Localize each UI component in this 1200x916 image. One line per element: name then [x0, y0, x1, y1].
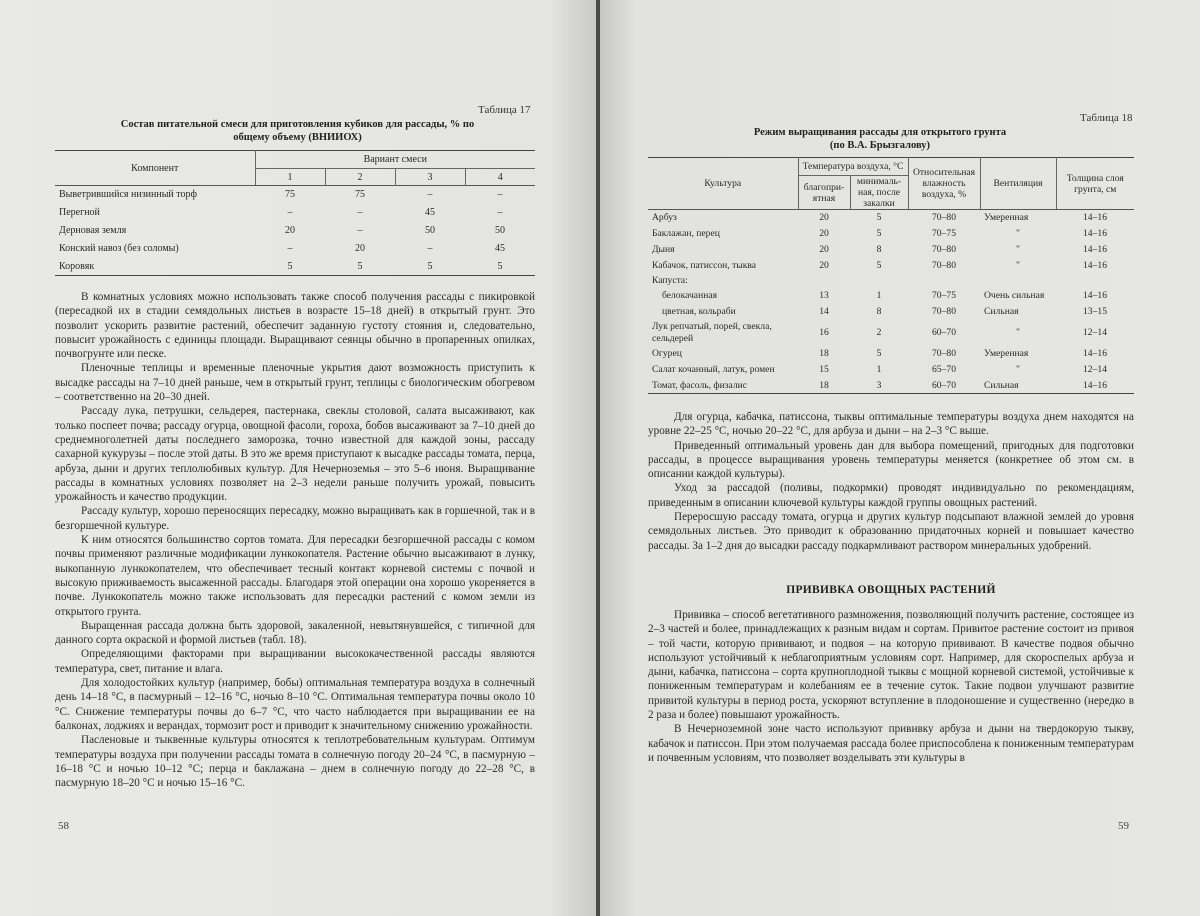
table-cell: 65–70: [932, 364, 956, 375]
table-row: [648, 258, 1134, 274]
paragraph: Пасленовые и тыквенные культуры относятся к теплотребовательным культурам. Оптимум температуры воздуха при получении рассады томата в солнечную погоду 20–24 °С, в пасмурную – 16–18 °С и ночью 10–12 °С; перца и баклажана – днем в солнечную погоду до 22–28 °С, в пасмурную 18–20 °С и ночью 15–16 °С.: [55, 734, 535, 790]
table-cell: –: [427, 189, 433, 201]
table-cell: 20: [819, 260, 829, 271]
table-row: [648, 378, 1134, 394]
table-cell: Дыня: [652, 244, 675, 255]
paragraph: Уход за рассадой (поливы, подкормки) проводят индивидуально по рекомендациям, приведенным в описании ключевой культуры каждой группы овощных растений.: [648, 482, 1134, 509]
table-cell: –: [357, 207, 363, 218]
table-cell: 8: [876, 244, 882, 255]
table-cell: 2: [876, 327, 882, 338]
table-cell: Сильная: [984, 379, 1019, 391]
table-cell: 16: [819, 327, 829, 338]
table-cell: Арбуз: [652, 212, 677, 224]
section-heading: ПРИВИВКА ОВОЩНЫХ РАСТЕНИЙ: [786, 584, 996, 596]
table-18-culture-header: Культура: [648, 158, 798, 210]
table-cell: 5: [876, 228, 882, 239]
table-row: [55, 240, 535, 258]
table-row: [648, 210, 1134, 226]
table-cell: ": [1016, 364, 1020, 375]
table-row: [55, 204, 535, 222]
paragraph: В комнатных условиях можно использовать также способ получения рассады с пикировкой (пересадкой их в стадии семядольных листьев в возрасте 15–18 дней) в открытый грунт. Это позволит ускорить развитие растений, обеспечит заданную густоту стояния и, следовательно, повысит урожайность с единицы площади. Выращивают сеянцы обычно в пропаренных опилках, почвогрунте или песке.: [55, 291, 535, 361]
table-cell: 45: [495, 243, 505, 254]
table-cell: 75: [355, 189, 365, 201]
table-17-component-header: Компонент: [55, 151, 255, 186]
table-row: [55, 222, 535, 240]
table-cell: –: [497, 207, 503, 218]
table-cell: 5: [427, 260, 433, 272]
table-18-number: Таблица 18: [1080, 112, 1133, 124]
table-17-title: Состав питательной смеси для приготовления кубиков для рассады, % по общему объему (ВНИИОХ): [120, 119, 475, 143]
paragraph: Для холодостойких культур (например, бобы) оптимальная температура воздуха в солнечный день 14–18 °С, в пасмурный – 12–16 °С, ночью 8–10 °С. Оптимальная температура почвы около 10 °С. Снижение температуры почвы до 6–7 °С, что часто наблюдается при выращивании ее на балконах, лоджиях и верандах, тормозит рост и приводит к значительному снижению урожайности.: [55, 677, 535, 732]
table-cell: ": [1016, 228, 1020, 239]
paragraph: Определяющими факторами при выращивании высококачественной рассады являются температура, свет, питание и влага.: [55, 648, 535, 675]
table-cell: Очень сильная: [984, 290, 1045, 301]
table-cell: 5: [497, 260, 503, 272]
table-cell: Сильная: [984, 306, 1019, 317]
table-row: [648, 346, 1134, 362]
table-cell: 13: [819, 290, 829, 301]
table-cell: Томат, фасоль, физалис: [652, 379, 748, 391]
table-18-soil-header: Толщина слоя грунта, см: [1056, 158, 1134, 210]
table-cell: Умеренная: [984, 348, 1029, 359]
table-cell: –: [427, 243, 433, 254]
right-body-text-2: [648, 608, 1134, 765]
table-row: [648, 274, 1134, 288]
table-cell: Коровяк: [59, 260, 95, 272]
table-18-ventilation-header: Вентиляция: [980, 158, 1056, 210]
table-cell: 70–75: [932, 290, 956, 301]
table-cell: 1: [876, 364, 882, 375]
table-cell: 70–80: [932, 212, 956, 224]
table-cell: 14–16: [1083, 212, 1107, 224]
table-cell: 60–70: [932, 379, 956, 391]
left-page: [0, 0, 597, 916]
paragraph: Пленочные теплицы и временные пленочные укрытия дают возможность приступить к высадке рассады на 7–10 дней раньше, чем в открытый грунт, теплицы с биологическим обогревом – соответственно на 20–30 дней.: [55, 362, 535, 404]
table-18-temp-header: Температура воздуха, °С: [798, 158, 908, 176]
table-18-title: [700, 126, 1060, 152]
table-cell: 8: [876, 306, 882, 317]
table-cell: 15: [819, 364, 829, 375]
table-cell: 20: [819, 228, 829, 239]
table-cell: Перегной: [59, 207, 100, 218]
table-cell: 18: [819, 348, 829, 359]
table-cell: 5: [876, 260, 882, 271]
table-cell: 70–80: [932, 260, 956, 271]
paragraph: Переросшую рассаду томата, огурца и других культур подсыпают влажной землей до уровня семядольных листьев. Это приводит к образованию придаточных корней и повышает качество рассады. За 1–2 дня до высадки рассаду подкармливают раствором минеральных удобрений.: [648, 511, 1134, 552]
table-row: [648, 226, 1134, 242]
table-cell: Капуста:: [652, 275, 688, 286]
right-body-text-1: [648, 410, 1134, 553]
table-cell: 12–14: [1083, 364, 1107, 375]
table-17-variant-1: 1: [255, 169, 325, 186]
table-cell: 20: [819, 212, 829, 224]
table-cell: 70–80: [932, 306, 956, 317]
paragraph: Рассаду культур, хорошо переносящих пересадку, можно выращивать как в горшечной, так и в безгоршечной культуре.: [55, 505, 535, 532]
table-17-number: Таблица 17: [478, 104, 531, 116]
table-cell: 5: [357, 260, 363, 272]
table-cell: Баклажан, перец: [652, 228, 720, 239]
paragraph: Приведенный оптимальный уровень дан для выбора помещений, пригодных для подготовки рассады, в процессе выращивания уровень температуры меняется (конкретнее об этом см. в описании каждой культуры).: [648, 439, 1134, 481]
table-cell: 12–14: [1083, 327, 1107, 338]
table-cell: Лук репчатый, порей, свекла, сельдерей: [652, 320, 772, 344]
table-cell: 50: [495, 225, 505, 236]
table-cell: Дерновая земля: [59, 225, 127, 236]
table-cell: Конский навоз (без соломы): [59, 243, 179, 254]
table-row: [648, 242, 1134, 258]
table-18-temp-min-header: минималь-ная, после закалки: [850, 176, 908, 210]
table-cell: –: [287, 207, 293, 218]
table-cell: 14–16: [1083, 228, 1107, 239]
table-row: [55, 186, 535, 204]
paragraph: Для огурца, кабачка, патиссона, тыквы оптимальные температуры воздуха днем находятся на уровне 22–25 °С, ночью 20–22 °С, для арбуза и дыни – на 2–3 °С выше.: [648, 411, 1134, 438]
table-cell: Умеренная: [984, 212, 1029, 224]
table-cell: 20: [355, 243, 365, 254]
paragraph: К ним относятся большинство сортов томата. Для пересадки безгоршечной рассады с комом почвы применяют различные модификации лункокопателя. Растение обычно высаживают в лунку, выкопанную лункокопателем, что обеспечивает тесный контакт корневой системы с почвой и высокую приживаемость высаженной рассады. Благодаря этой операции она хорошо укореняется в почве. Лункокопатель можно также использовать для пересадки растений с комом земли из открытого грунта.: [55, 534, 535, 618]
table-18-title-line1: Режим выращивания рассады для открытого грунта: [753, 127, 1007, 138]
table-cell: 14–16: [1083, 244, 1107, 255]
table-row: [648, 362, 1134, 378]
table-18-title-line2: (по В.А. Брызгалову): [829, 140, 931, 151]
table-cell: Кабачок, патиссон, тыква: [652, 260, 757, 271]
table-cell: 5: [876, 212, 882, 224]
table-row: [648, 288, 1134, 304]
table-cell: 3: [876, 379, 882, 391]
table-cell: 14–16: [1083, 379, 1107, 391]
table-row: [648, 304, 1134, 320]
table-cell: ": [1016, 260, 1020, 271]
table-cell: –: [497, 189, 503, 201]
table-row: [55, 258, 535, 276]
table-cell: Огурец: [652, 348, 682, 359]
table-cell: 14–16: [1083, 290, 1107, 301]
left-body-text: [55, 290, 535, 790]
table-cell: 18: [819, 379, 829, 391]
page-number: 59: [1118, 820, 1129, 832]
paragraph: В Нечерноземной зоне часто используют прививку арбуза и дыни на твердокорую тыкву, кабачок и патиссон. При этом получаемая рассада более приспособлена к пониженным температурам и почвенным условиям, что позволяет возделывать эти культуры в: [648, 723, 1134, 764]
table-cell: ": [1016, 244, 1020, 255]
table-17-variant-3: 3: [395, 169, 465, 186]
table-17: [55, 150, 535, 276]
table-cell: 60–70: [932, 327, 956, 338]
table-cell: 20: [819, 244, 829, 255]
table-cell: Салат кочанный, латук, ромен: [652, 364, 775, 375]
table-cell: 5: [287, 260, 293, 272]
table-cell: цветная, кольраби: [662, 306, 736, 317]
table-cell: 70–80: [932, 244, 956, 255]
table-cell: –: [287, 243, 293, 254]
table-cell: 50: [425, 225, 435, 236]
table-17-variant-2: 2: [325, 169, 395, 186]
paragraph: Рассаду лука, петрушки, сельдерея, пастернака, свеклы столовой, салата высаживают, как только поспеет почва; рассаду огурца, овощной фасоли, гороха, бобов высаживают за 7–10 дней до среднемноголетней даты последнего заморозка, точно известной для каждой зоны, рассаду сахарной кукурузы – после этой даты. В это же время приступают к высадке рассады томата, перца, арбуза, дыни и других теплолюбивых культур. Для Нечерноземья – это 5–6 июня. Выращивание рассады в комнатных условиях позволяет на 2–3 недели раньше получить урожай, повысить урожайность и качество продукции.: [55, 405, 535, 504]
table-row: [648, 320, 1134, 346]
table-17-variant-header: Вариант смеси: [255, 151, 535, 169]
table-cell: ": [1016, 327, 1020, 338]
table-cell: Выветрившийся низинный торф: [59, 189, 197, 201]
paragraph: Выращенная рассада должна быть здоровой, закаленной, невытянувшейся, с типичной для данного сорта окраской и формой листьев (табл. 18).: [55, 619, 535, 647]
page-number: 58: [58, 820, 69, 832]
table-18: [648, 157, 1134, 394]
table-cell: 70–75: [932, 228, 956, 239]
paragraph: Прививка – способ вегетативного размножения, позволяющий получить растение, состоящее из 2–3 частей и более, принадлежащих к разным видам и сортам. Привитое растение состоит из привоя – той части, которую прививают, и подвоя – на которую прививают. В качестве подвоя обычно используют устойчивый к неблагоприятным условиям сорт. Например, для скороспелых арбуза и дыни, кабачка, патиссона – сорта крупноплодной тыквы с мощной корневой системой, устойчивые к пониженным температурам и колебаниям ее в течение суток. Такие подвои улучшают развитие привитой культуры в период роста, ускоряют вступление в плодоношение и существенно (нередко в 2 раза и более) повышают урожайность.: [648, 609, 1134, 722]
table-cell: 70–80: [932, 348, 956, 359]
table-cell: –: [357, 225, 363, 236]
table-18-humidity-header: Относительная влажность воздуха, %: [908, 158, 980, 210]
table-cell: 20: [285, 225, 295, 236]
table-cell: 14: [819, 306, 829, 317]
table-cell: 1: [876, 290, 882, 301]
table-cell: 75: [285, 189, 295, 201]
table-18-temp-fav-header: благопри-ятная: [798, 176, 850, 210]
right-page: [600, 0, 1200, 916]
table-cell: 45: [425, 207, 435, 218]
table-cell: 5: [876, 348, 882, 359]
table-17-variant-4: 4: [497, 171, 503, 183]
table-cell: 14–16: [1083, 260, 1107, 271]
table-cell: 14–16: [1083, 348, 1107, 359]
table-cell: белокачанная: [662, 290, 718, 301]
table-cell: 13–15: [1083, 306, 1107, 317]
